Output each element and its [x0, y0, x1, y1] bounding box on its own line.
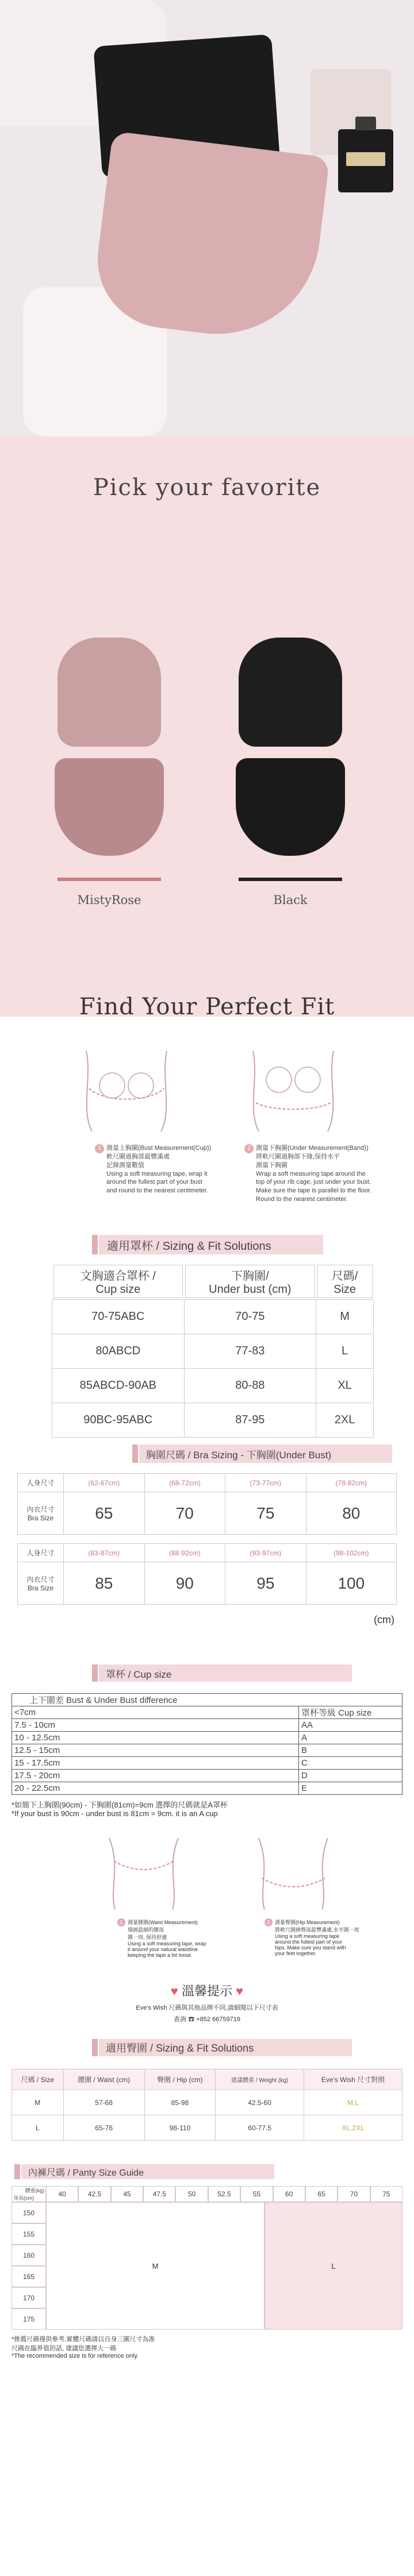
weight-cell: 52.5	[208, 2186, 240, 2202]
step-number: 2	[244, 1144, 254, 1153]
table-cell: M	[316, 1300, 374, 1334]
table-header: 臀圍 / Hip (cm)	[144, 2069, 215, 2090]
step-line: Using a soft measuring tape, wrap	[128, 1941, 206, 1947]
table-cell: 80ABCD	[52, 1334, 185, 1369]
misty-rose-bra	[57, 638, 161, 747]
step-line: Using a soft measuring tape, wrap it	[106, 1170, 208, 1177]
bust-step	[98, 1144, 239, 1195]
table-cell: B	[299, 1744, 402, 1757]
notice-title: ♥ 溫馨提示 ♥	[170, 1984, 244, 1998]
color-label-black: Black	[273, 893, 308, 907]
range-cell: (78-82cm)	[306, 1474, 396, 1492]
row-label: 內衣尺寸 Bra Size	[18, 1492, 64, 1535]
pick-title: Pick your favorite	[93, 474, 321, 501]
size-cell: 80	[306, 1492, 396, 1535]
weight-cell: 47.5	[143, 2186, 175, 2202]
range-cell: (93-97cm)	[225, 1544, 306, 1562]
table-cell: XL,2XL	[304, 2115, 402, 2141]
weight-cell: 70	[338, 2186, 370, 2202]
guide-note: 尺碼在臨界值的話, 建議您選擇大一碼	[12, 2345, 117, 2352]
table-cell: 20 - 22.5cm	[12, 1782, 299, 1795]
step-line: 測量腰圍(Waist Measurement)	[128, 1920, 198, 1925]
table-cell: 70-75	[184, 1300, 316, 1334]
panty-fit-title: 適用臀圍 / Sizing & Fit Solutions	[99, 2039, 352, 2056]
step-line: Wrap a soft measuring tape around the	[256, 1170, 366, 1177]
header-cell: 尺碼/ Size	[316, 1264, 374, 1300]
step-line: 測量下胸圍	[256, 1161, 288, 1169]
row-label: 人身尺寸	[18, 1544, 64, 1562]
height-cell: 175	[12, 2308, 46, 2330]
weight-cell: 65	[305, 2186, 338, 2202]
heart-icon: ♥	[236, 1984, 244, 1998]
row-label: 人身尺寸	[18, 1474, 64, 1492]
table-cell: D	[299, 1770, 402, 1782]
panty-guide-title: 內褲尺碼 / Panty Size Guide	[21, 2164, 274, 2179]
step-line: 圍一周, 保持舒適	[128, 1934, 167, 1940]
table-cell: C	[299, 1757, 402, 1770]
table-cell: 10 - 12.5cm	[12, 1732, 299, 1744]
table-cell: XL	[316, 1369, 374, 1403]
grid-corner: 體重(kg) 身高(cm)	[12, 2186, 46, 2202]
bra-table-title: 適用罩杯 / Sizing & Fit Solutions	[99, 1235, 323, 1254]
table-cell: 70-75ABC	[52, 1300, 185, 1334]
title-flag	[92, 1235, 98, 1254]
range-cell: (73-77cm)	[225, 1474, 306, 1492]
step-line: Make sure the tape is parallel to the floor.	[256, 1187, 372, 1195]
color-label-mistyrose: MistyRose	[77, 893, 141, 907]
pick-section	[0, 437, 414, 615]
table-cell: 12.5 - 15cm	[12, 1744, 299, 1757]
table-cell: 57-68	[63, 2090, 144, 2115]
step-line: hips. Make sure you stand with	[275, 1945, 346, 1951]
black-bar	[239, 878, 342, 881]
pink-brief	[90, 131, 329, 346]
step-line: your feet together.	[275, 1951, 317, 1956]
table-cell: E	[299, 1782, 402, 1795]
heart-icon: ♥	[170, 1984, 178, 1998]
table-header: Eve's Wish 尺寸對照	[304, 2069, 402, 2090]
size-cell: 95	[225, 1562, 306, 1605]
step-line: it around your natural waistline	[128, 1947, 198, 1952]
step-line: around the fullest part of your	[275, 1939, 343, 1945]
step-line: 測量臀圍(Hip Measurement)	[275, 1920, 340, 1925]
range-cell: (68-72cm)	[144, 1474, 225, 1492]
range-cell: (88-92cm)	[144, 1544, 225, 1562]
bra-size-table	[52, 1264, 374, 1438]
band-table-title: 胸圍尺碼 / Bra Sizing - 下胸圍(Under Bust)	[139, 1445, 392, 1463]
table-cell: M,L	[304, 2090, 402, 2115]
table-cell: 15 - 17.5cm	[12, 1757, 299, 1770]
table-cell: <7cm	[12, 1706, 299, 1719]
cup-note-cn: *如簡下上胸圍(90cm) - 下胸圍(81cm)=9cm 選擇的尺碼就是A罩杯	[12, 1801, 228, 1809]
step-number: 2	[264, 1918, 273, 1926]
misty-rose-bar	[57, 878, 161, 881]
step-line: 測量下胸圍(Under Measurement(Band))	[256, 1145, 369, 1152]
step-line: 環繞最細的腰部	[128, 1927, 164, 1933]
zone-l: L	[264, 2202, 402, 2330]
hip-figure	[236, 1832, 351, 1913]
table-cell: AA	[299, 1719, 402, 1732]
size-cell: 85	[64, 1562, 145, 1605]
zone-m: M	[46, 2202, 264, 2330]
unit-label: (cm)	[374, 1614, 394, 1625]
title-flag	[92, 2039, 98, 2056]
misty-rose-brief	[55, 758, 164, 856]
weight-cell: 75	[370, 2186, 402, 2202]
bust-figure	[69, 1045, 184, 1137]
title-flag	[132, 1445, 138, 1463]
underbust-step	[247, 1144, 394, 1204]
header-cell: 文胸適合罩杯 / Cup size	[52, 1264, 185, 1300]
table-cell: 77-83	[184, 1334, 316, 1369]
size-cell: 75	[225, 1492, 306, 1535]
panty-size-grid	[12, 2186, 402, 2330]
weight-cell: 45	[111, 2186, 143, 2202]
table-cell: 80-88	[184, 1369, 316, 1403]
table-cell: A	[299, 1732, 402, 1744]
row-label: 內衣尺寸 Bra Size	[18, 1562, 64, 1605]
black-bra	[239, 638, 342, 747]
table-cell: 60-77.5	[216, 2115, 304, 2141]
weight-cell: 42.5	[78, 2186, 110, 2202]
table-cell: 2XL	[316, 1403, 374, 1438]
height-cell: 150	[12, 2202, 46, 2223]
height-cell: 165	[12, 2266, 46, 2287]
size-cell: 70	[144, 1492, 225, 1535]
notice-box	[0, 1982, 414, 2023]
height-cell: 155	[12, 2223, 46, 2245]
hero-photo	[0, 0, 414, 437]
step-line: around the fullest part of your bust	[106, 1179, 202, 1186]
table-cell: M	[12, 2090, 64, 2115]
title-flag	[14, 2164, 20, 2179]
weight-cell: 55	[240, 2186, 273, 2202]
range-cell: (83-87cm)	[64, 1544, 145, 1562]
table-cell: 85ABCD-90AB	[52, 1369, 185, 1403]
table-cell: 7.5 - 10cm	[12, 1719, 299, 1732]
step-line: top of your rib cage, just under your bust.	[256, 1179, 371, 1186]
table-cell: 65-76	[63, 2115, 144, 2141]
weight-cell: 60	[273, 2186, 305, 2202]
guide-note: *推薦尺碼僅供參考,實體尺碼請以自身三圍尺寸為准	[12, 2336, 155, 2343]
notice-line: 查詢 ☎ +852 66759719	[174, 2016, 240, 2023]
step-line: Round to the nearest centimeter.	[256, 1196, 348, 1203]
cup-size-table	[12, 1693, 402, 1795]
waist-figure	[86, 1832, 201, 1913]
underbust-figure	[236, 1045, 351, 1137]
table-cell: 85-98	[144, 2090, 215, 2115]
table-cell: 90BC-95ABC	[52, 1403, 185, 1438]
table-header: 尺碼 / Size	[12, 2069, 64, 2090]
table-cell: L	[316, 1334, 374, 1369]
hip-step	[267, 1918, 390, 1956]
table-cell: 87-95	[184, 1403, 316, 1438]
range-cell: (62-67cm)	[64, 1474, 145, 1492]
step-number: 1	[95, 1144, 104, 1153]
guide-note: *The recommended size is for reference only.	[12, 2353, 139, 2359]
size-cell: 65	[64, 1492, 145, 1535]
table-cell: 42.5-60	[216, 2090, 304, 2115]
step-line: 將軟尺圍過胸部下緣,保持水平	[256, 1153, 340, 1160]
weight-cell: 40	[46, 2186, 78, 2202]
perfume-bottle	[338, 129, 393, 192]
step-line: 記錄測量數值	[106, 1161, 144, 1169]
panty-fit-table	[12, 2069, 402, 2141]
table-cell: L	[12, 2115, 64, 2141]
fit-title: Find Your Perfect Fit	[79, 994, 335, 1020]
step-number: 1	[117, 1918, 125, 1926]
table-header: 罩杯等級 Cup size	[299, 1706, 402, 1719]
height-cell: 170	[12, 2287, 46, 2308]
waist-step	[120, 1918, 243, 1958]
table-caption: 上下圍差 Bust & Under Bust difference	[12, 1694, 402, 1706]
table-cell: 17.5 - 20cm	[12, 1770, 299, 1782]
weight-cell: 50	[175, 2186, 208, 2202]
cup-note-en: *If your bust is 90cm - under bust is 81cm = 9cm. it is an A cup	[12, 1809, 218, 1818]
cup-table-title: 罩杯 / Cup size	[99, 1664, 352, 1682]
step-line: 軟尺圍過胸部最豐滿處	[106, 1153, 170, 1160]
height-cell: 160	[12, 2245, 46, 2266]
size-cell: 100	[306, 1562, 396, 1605]
step-line: and round to the nearest centimeter.	[106, 1187, 208, 1195]
fit-section	[0, 994, 414, 2576]
header-cell: 下胸圍/ Under bust (cm)	[184, 1264, 316, 1300]
range-cell: (98-102cm)	[306, 1544, 396, 1562]
table-header: 建議體重 / Weight (kg)	[216, 2069, 304, 2090]
notice-line: Eve's Wish 尺碼與其他品牌不同,請細閱以下尺寸表	[136, 2005, 278, 2011]
band-size-table	[17, 1473, 397, 1605]
step-line: Using a soft measuring tape	[275, 1933, 340, 1939]
black-brief-swatch	[236, 758, 345, 856]
color-options	[0, 615, 414, 1017]
table-header: 腰圍 / Waist (cm)	[63, 2069, 144, 2090]
title-flag	[92, 1664, 98, 1682]
step-line: 測量上胸圍(Bust Measurement(Cup))	[106, 1145, 212, 1152]
table-cell: 98-110	[144, 2115, 215, 2141]
step-line: keeping the tape a bit loose.	[128, 1952, 193, 1958]
step-line: 將軟尺圍繞臀部最豐滿處,水平圍一周	[275, 1927, 359, 1933]
size-cell: 90	[144, 1562, 225, 1605]
